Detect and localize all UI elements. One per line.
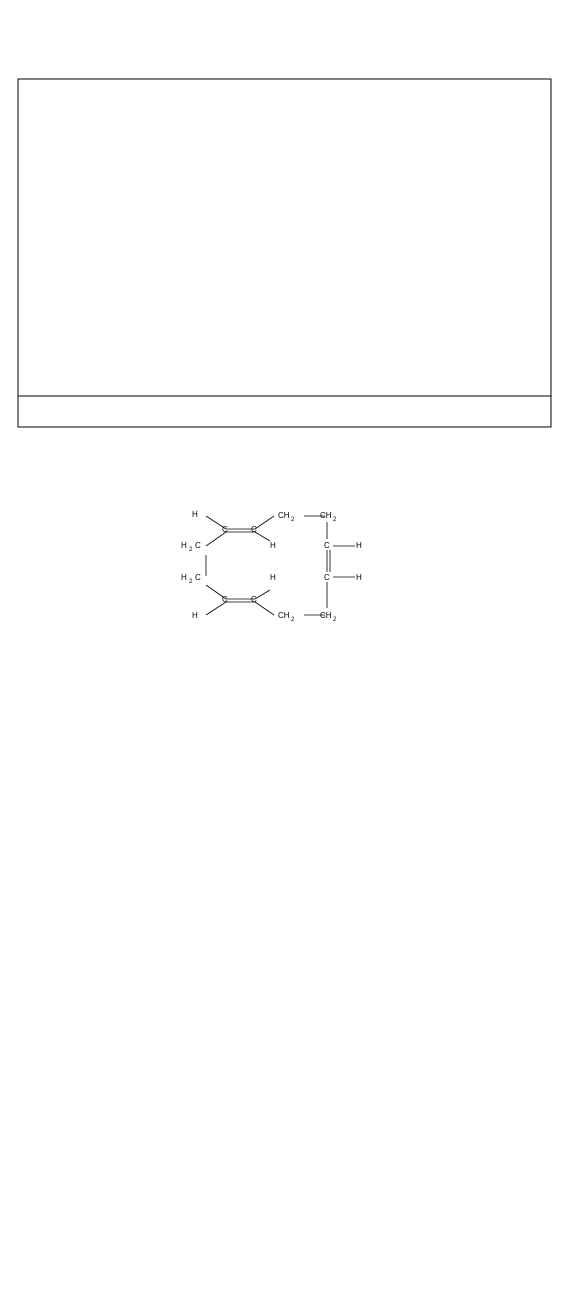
svg-text:2: 2 xyxy=(291,517,295,523)
svg-text:C: C xyxy=(222,525,228,534)
svg-text:C: C xyxy=(251,525,257,534)
svg-text:2: 2 xyxy=(333,517,337,523)
svg-text:H: H xyxy=(356,573,362,582)
svg-text:CH: CH xyxy=(278,611,290,620)
svg-text:H: H xyxy=(181,541,187,550)
svg-text:H: H xyxy=(356,541,362,550)
plot-frame xyxy=(18,79,551,427)
svg-text:2: 2 xyxy=(333,617,337,623)
svg-text:C: C xyxy=(324,541,330,550)
nmr-spectrum-chart xyxy=(0,0,570,460)
svg-text:CH: CH xyxy=(278,511,290,520)
svg-text:C: C xyxy=(324,573,330,582)
svg-text:CH: CH xyxy=(320,511,332,520)
svg-text:CH: CH xyxy=(320,611,332,620)
svg-text:H: H xyxy=(270,541,276,550)
svg-text:H: H xyxy=(270,573,276,582)
svg-text:C: C xyxy=(222,595,228,604)
svg-text:C: C xyxy=(195,573,201,582)
structure-diagram xyxy=(150,484,420,634)
svg-text:H: H xyxy=(192,611,198,620)
svg-text:H: H xyxy=(192,510,198,519)
svg-text:2: 2 xyxy=(189,547,193,553)
svg-text:H: H xyxy=(181,573,187,582)
svg-text:2: 2 xyxy=(189,579,193,585)
svg-text:C: C xyxy=(195,541,201,550)
svg-text:C: C xyxy=(251,595,257,604)
svg-text:2: 2 xyxy=(291,617,295,623)
